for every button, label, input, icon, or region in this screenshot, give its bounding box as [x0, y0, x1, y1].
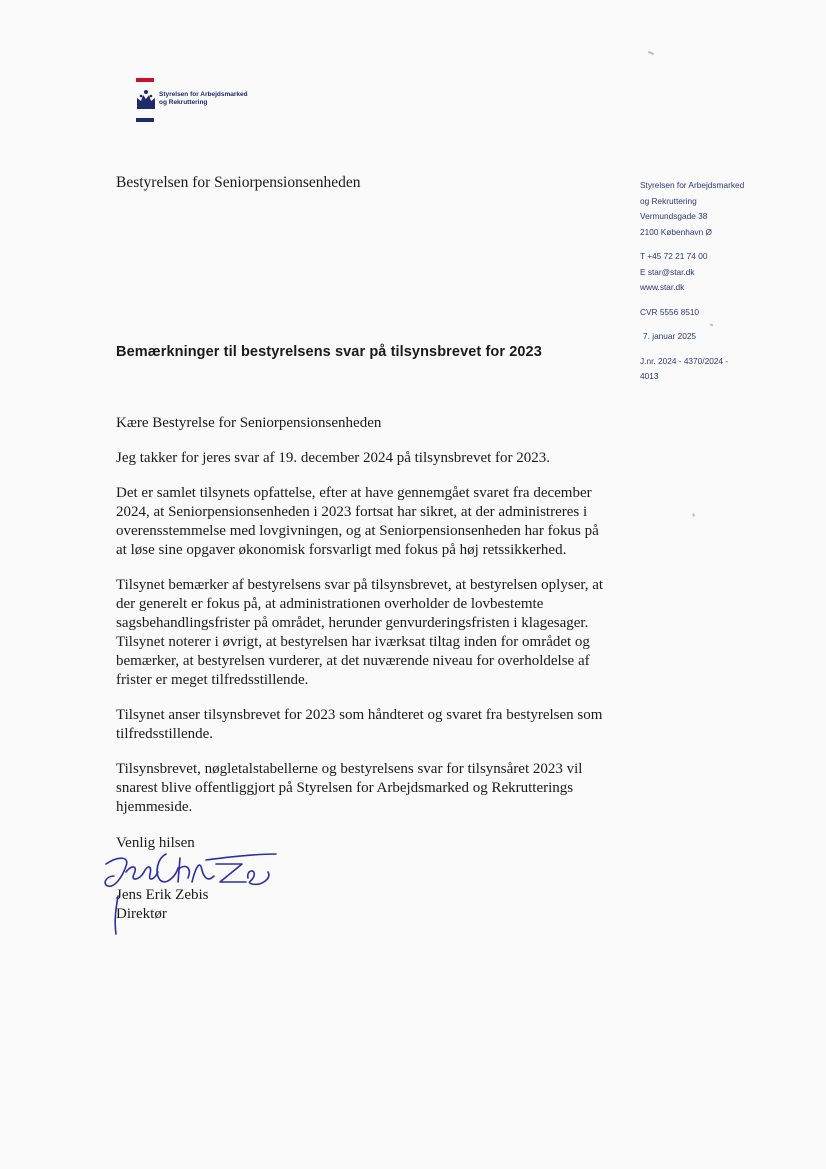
org-line-2: og Rekruttering	[640, 195, 697, 206]
signer-name: Jens Erik Zebis	[116, 887, 209, 903]
logo-blue-bar	[136, 118, 154, 122]
scan-speck	[648, 51, 654, 55]
handwritten-signature	[96, 842, 286, 938]
letter-date: 7. januar 2025	[643, 331, 697, 341]
recipient-name: Bestyrelsen for Seniorpensionsenheden	[116, 174, 361, 191]
website: www.star.dk	[640, 282, 685, 292]
cvr-block	[640, 305, 810, 321]
journal-line-1: J.nr. 2024 - 4370/2024 -	[640, 355, 729, 366]
address-block	[640, 178, 810, 240]
letter-body	[116, 414, 612, 833]
scan-speck	[692, 513, 695, 517]
signer-title: Direktør	[116, 906, 167, 922]
phone: T +45 72 21 74 00	[640, 251, 708, 261]
sender-logo	[134, 76, 294, 124]
email: E star@star.dk	[640, 266, 695, 277]
contact-block	[640, 249, 810, 296]
logo-org-name	[159, 91, 248, 107]
sender-info-sidebar	[640, 178, 810, 394]
logo-red-bar	[136, 78, 154, 82]
paragraph-1: Jeg takker for jeres svar af 19. december 2024 på tilsynsbrevet for 2023.	[116, 450, 551, 466]
journal-number	[640, 354, 810, 385]
letter-subject: Bemærkninger til bestyrelsens svar på tilsynsbrevet for 2023	[116, 344, 542, 360]
paragraph-4: Tilsynet anser tilsynsbrevet for 2023 som håndteret og svaret fra bestyrelsen som tilfredsstillende.	[116, 707, 603, 742]
salutation: Kære Bestyrelse for Seniorpensionsenheden	[116, 415, 382, 431]
city: 2100 København Ø	[640, 226, 712, 237]
paragraph-5: Tilsynsbrevet, nøgletalstabellerne og bestyrelsens svar for tilsynsåret 2023 vil snarest blive offentliggjort på Styrelsen for Arbejdsmarked og Rekrutterings hjemmeside.	[116, 761, 583, 815]
org-line-1: Styrelsen for Arbejdsmarked	[640, 180, 745, 190]
logo-line-1: Styrelsen for Arbejdsmarked	[159, 91, 248, 98]
closing: Venlig hilsen	[116, 835, 195, 851]
crown-icon	[134, 88, 158, 110]
paragraph-3: Tilsynet bemærker af bestyrelsens svar på tilsynsbrevet, at bestyrelsen oplyser, at der generelt er fokus på, at administrationen overholder de lovbestemte sagsbehandlingsfrister på området, herunder genvurderingsfristen i klagesager. Tilsynet noterer i øvrigt, at bestyrelsen har iværksat tiltag inden for området og bemærker, at bestyrelsen vurderer, at det nuværende niveau for overholdelse af frister er meget tilfredsstillende.	[116, 577, 604, 688]
logo-line-2: og Rekruttering	[159, 99, 208, 106]
cvr-number: CVR 5556 8510	[640, 306, 700, 317]
journal-line-2: 4013	[640, 371, 659, 381]
street: Vermundsgade 38	[640, 211, 708, 221]
paragraph-2: Det er samlet tilsynets opfattelse, efter at have gennemgået svaret fra december 2024, at Seniorpensionsenheden i 2023 fortsat har sikret, at der administreres i overensstemmelse med lovgivningen, og at Seniorpensionsenheden har fokus på at løse sine opgaver økonomisk forsvarligt med fokus på høj retssikkerhed.	[116, 485, 599, 558]
